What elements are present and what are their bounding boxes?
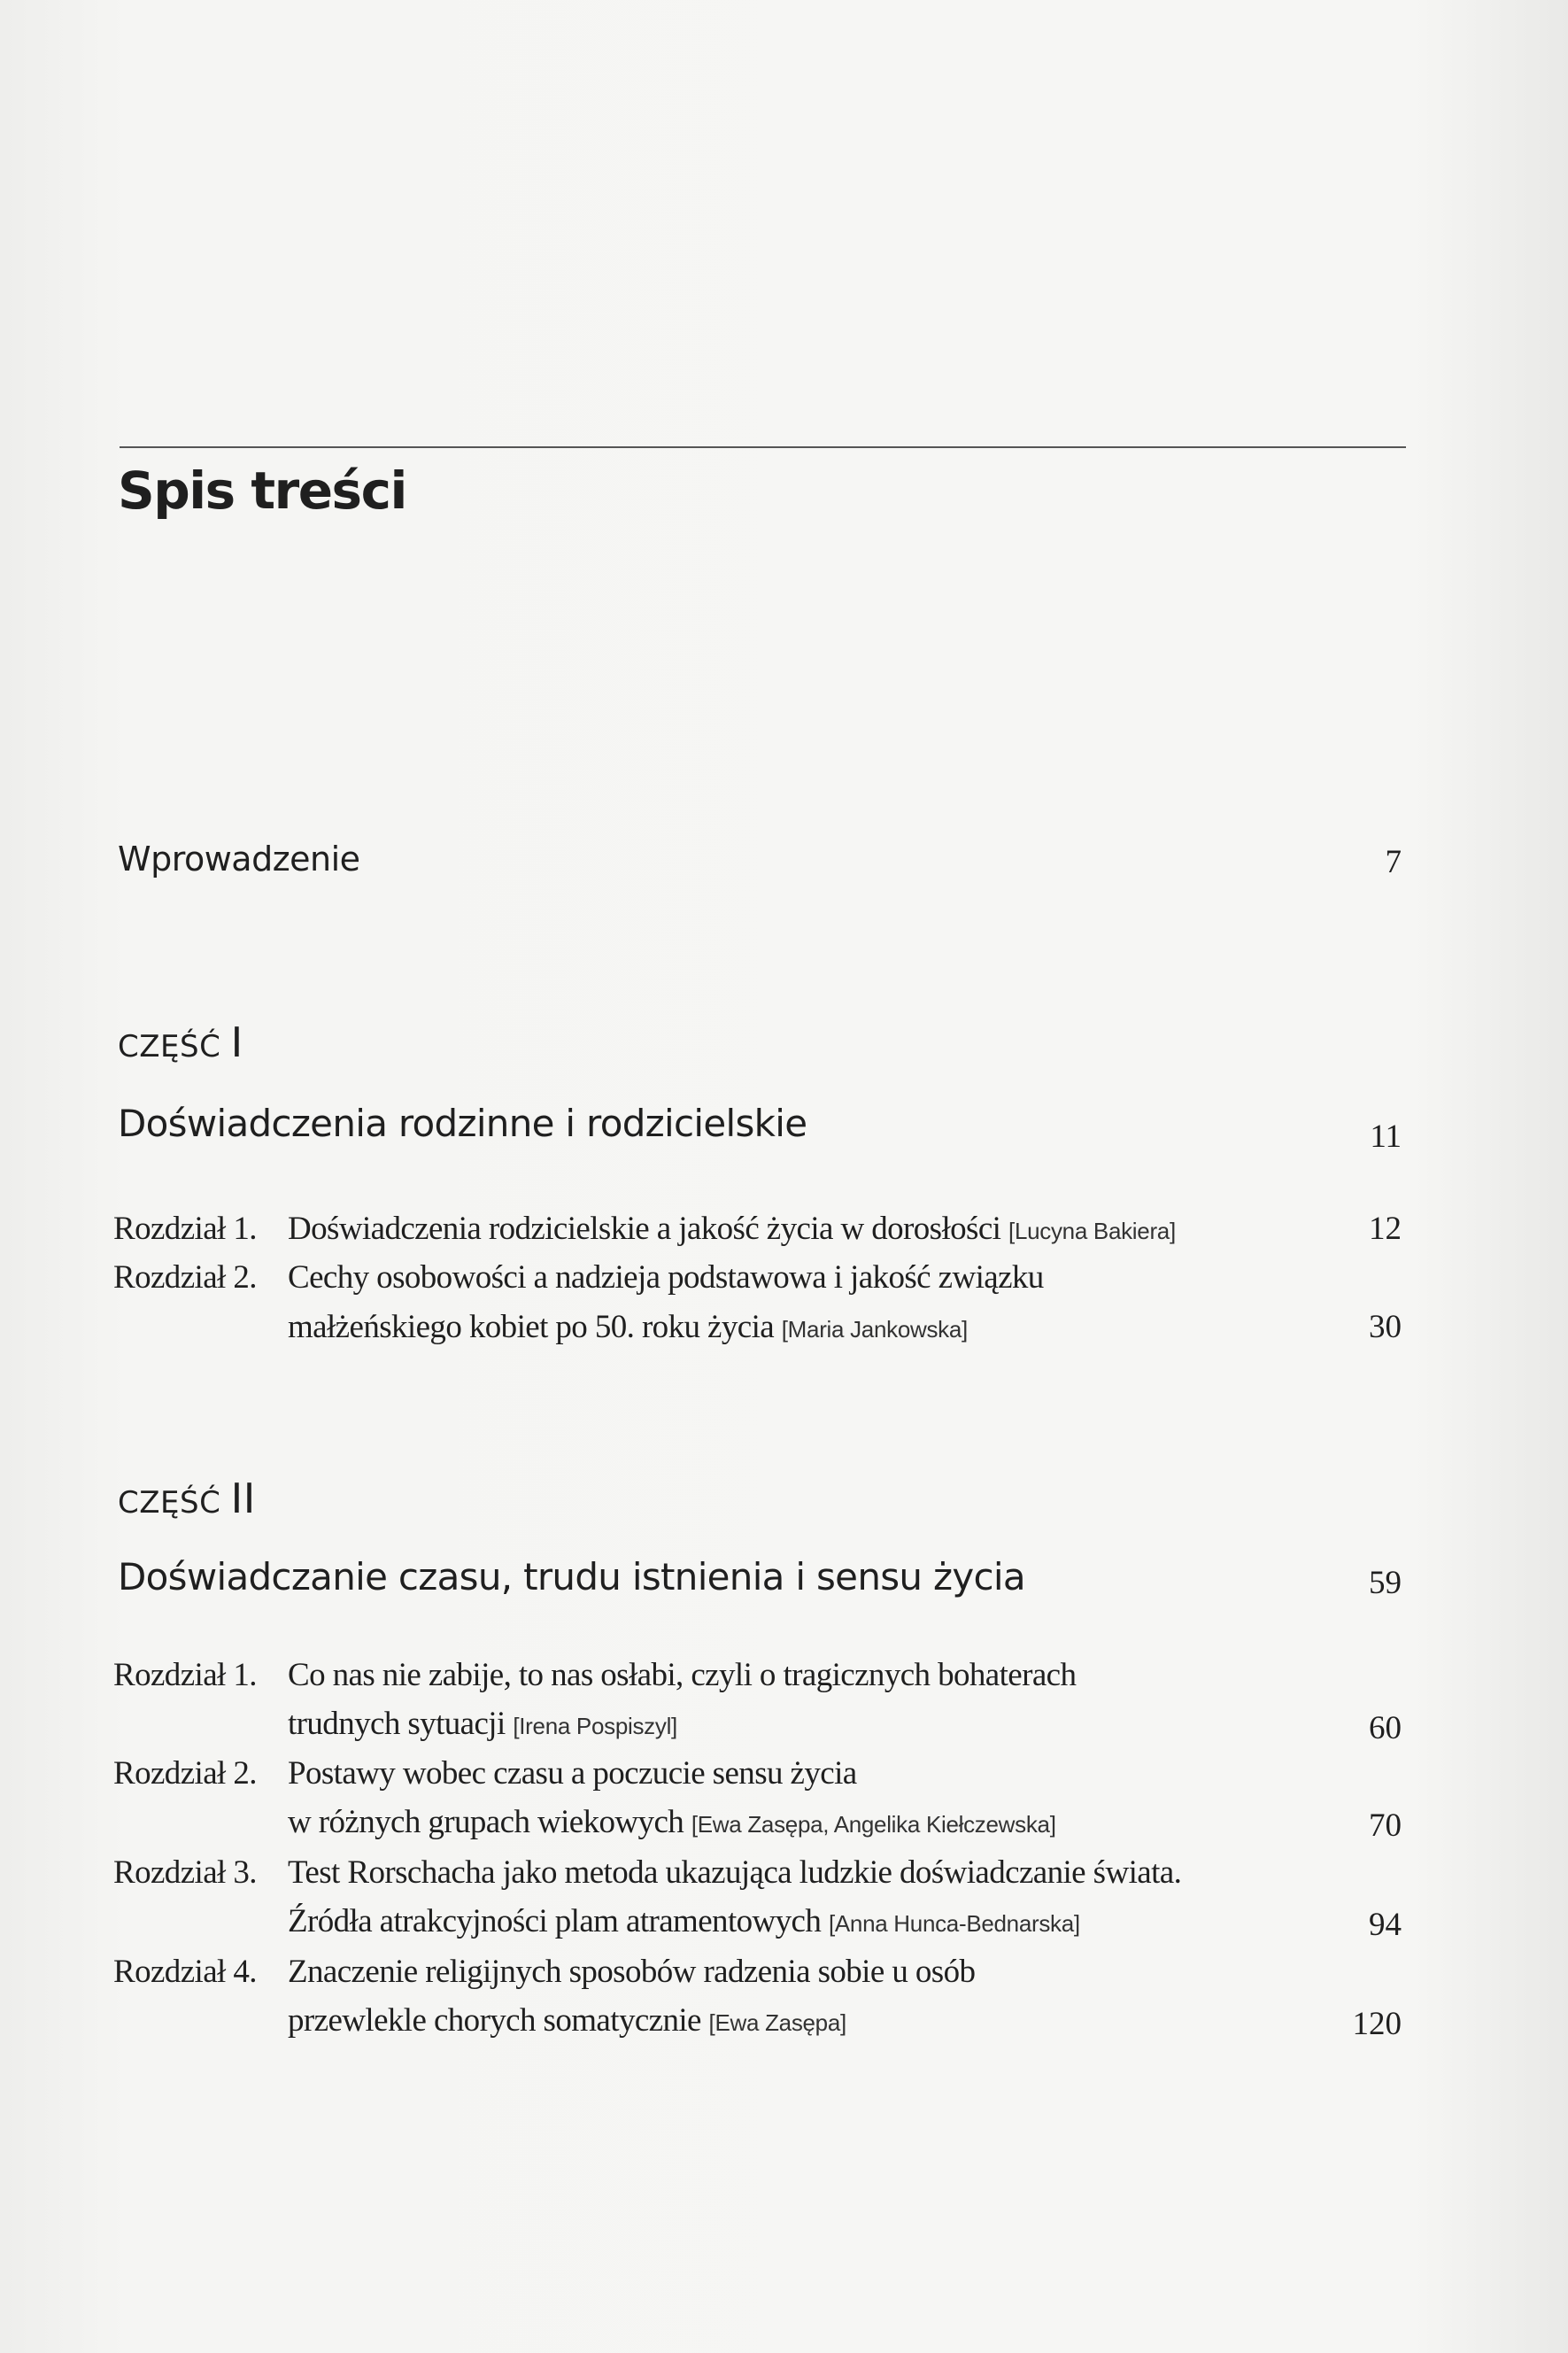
chapter-page: 60 (1369, 1710, 1402, 1746)
chapter-title-line: Test Rorschacha jako metoda ukazująca ludzkie doświadczanie świata. (288, 1854, 1182, 1891)
intro-page: 7 (1385, 844, 1402, 880)
chapter-author: [Anna Hunca-Bednarska] (828, 1910, 1080, 1937)
chapter-label: Rozdział 4. (113, 1954, 257, 1990)
part-1-page: 11 (1370, 1118, 1402, 1155)
chapter-page: 70 (1369, 1807, 1402, 1844)
part-numeral: II (230, 1474, 256, 1522)
page-title: Spis treści (118, 461, 406, 521)
chapter-page: 30 (1369, 1309, 1402, 1345)
chapter-title-line: Znaczenie religijnych sposobów radzenia sobie u osób (288, 1954, 976, 1990)
chapter-title-line: trudnych sytuacji [Irena Pospiszyl] (288, 1706, 677, 1742)
chapter-title-line: przewlekle chorych somatycznie [Ewa Zasępa] (288, 2002, 846, 2039)
part-2-heading (118, 1474, 256, 1522)
chapter-label: Rozdział 1. (113, 1657, 257, 1693)
part-1-title: Doświadczenia rodzinne i rodzicielskie (118, 1102, 807, 1145)
chapter-title-line: Źródła atrakcyjności plam atramentowych [Anna Hunca-Bednarska] (288, 1903, 1080, 1939)
part-numeral: I (230, 1018, 243, 1066)
part-2-title: Doświadczanie czasu, trudu istnienia i sensu życia (118, 1555, 1025, 1598)
chapter-title-line: w różnych grupach wiekowych [Ewa Zasępa, Angelika Kiełczewska] (288, 1804, 1056, 1840)
part-2-page: 59 (1369, 1565, 1402, 1601)
part-label: CZĘŚĆ (118, 1485, 221, 1521)
chapter-author: [Ewa Zasępa] (708, 2009, 846, 2036)
chapter-title-line: Co nas nie zabije, to nas osłabi, czyli o tragicznych bohaterach (288, 1657, 1077, 1693)
chapter-title-line: Postawy wobec czasu a poczucie sensu życia (288, 1755, 857, 1792)
chapter-author: [Lucyna Bakiera] (1008, 1218, 1176, 1244)
chapter-label: Rozdział 2. (113, 1755, 257, 1792)
chapter-page: 120 (1352, 2006, 1402, 2042)
chapter-author: [Irena Pospiszyl] (513, 1713, 677, 1739)
chapter-label: Rozdział 1. (113, 1211, 257, 1247)
header-rule (120, 446, 1406, 448)
chapter-page: 94 (1369, 1907, 1402, 1943)
chapter-page: 12 (1369, 1211, 1402, 1247)
part-1-heading (118, 1018, 243, 1066)
chapter-title-line: Cechy osobowości a nadzieja podstawowa i jakość związku (288, 1259, 1044, 1296)
chapter-author: [Maria Jankowska] (781, 1316, 968, 1343)
intro-label: Wprowadzenie (118, 840, 360, 879)
chapter-label: Rozdział 3. (113, 1854, 257, 1891)
part-label: CZĘŚĆ (118, 1029, 221, 1064)
chapter-title-line: małżeńskiego kobiet po 50. roku życia [Maria Jankowska] (288, 1309, 968, 1345)
chapter-author: [Ewa Zasępa, Angelika Kiełczewska] (691, 1811, 1056, 1838)
chapter-label: Rozdział 2. (113, 1259, 257, 1296)
chapter-title-line: Doświadczenia rodzicielskie a jakość życia w dorosłości [Lucyna Bakiera] (288, 1211, 1176, 1247)
